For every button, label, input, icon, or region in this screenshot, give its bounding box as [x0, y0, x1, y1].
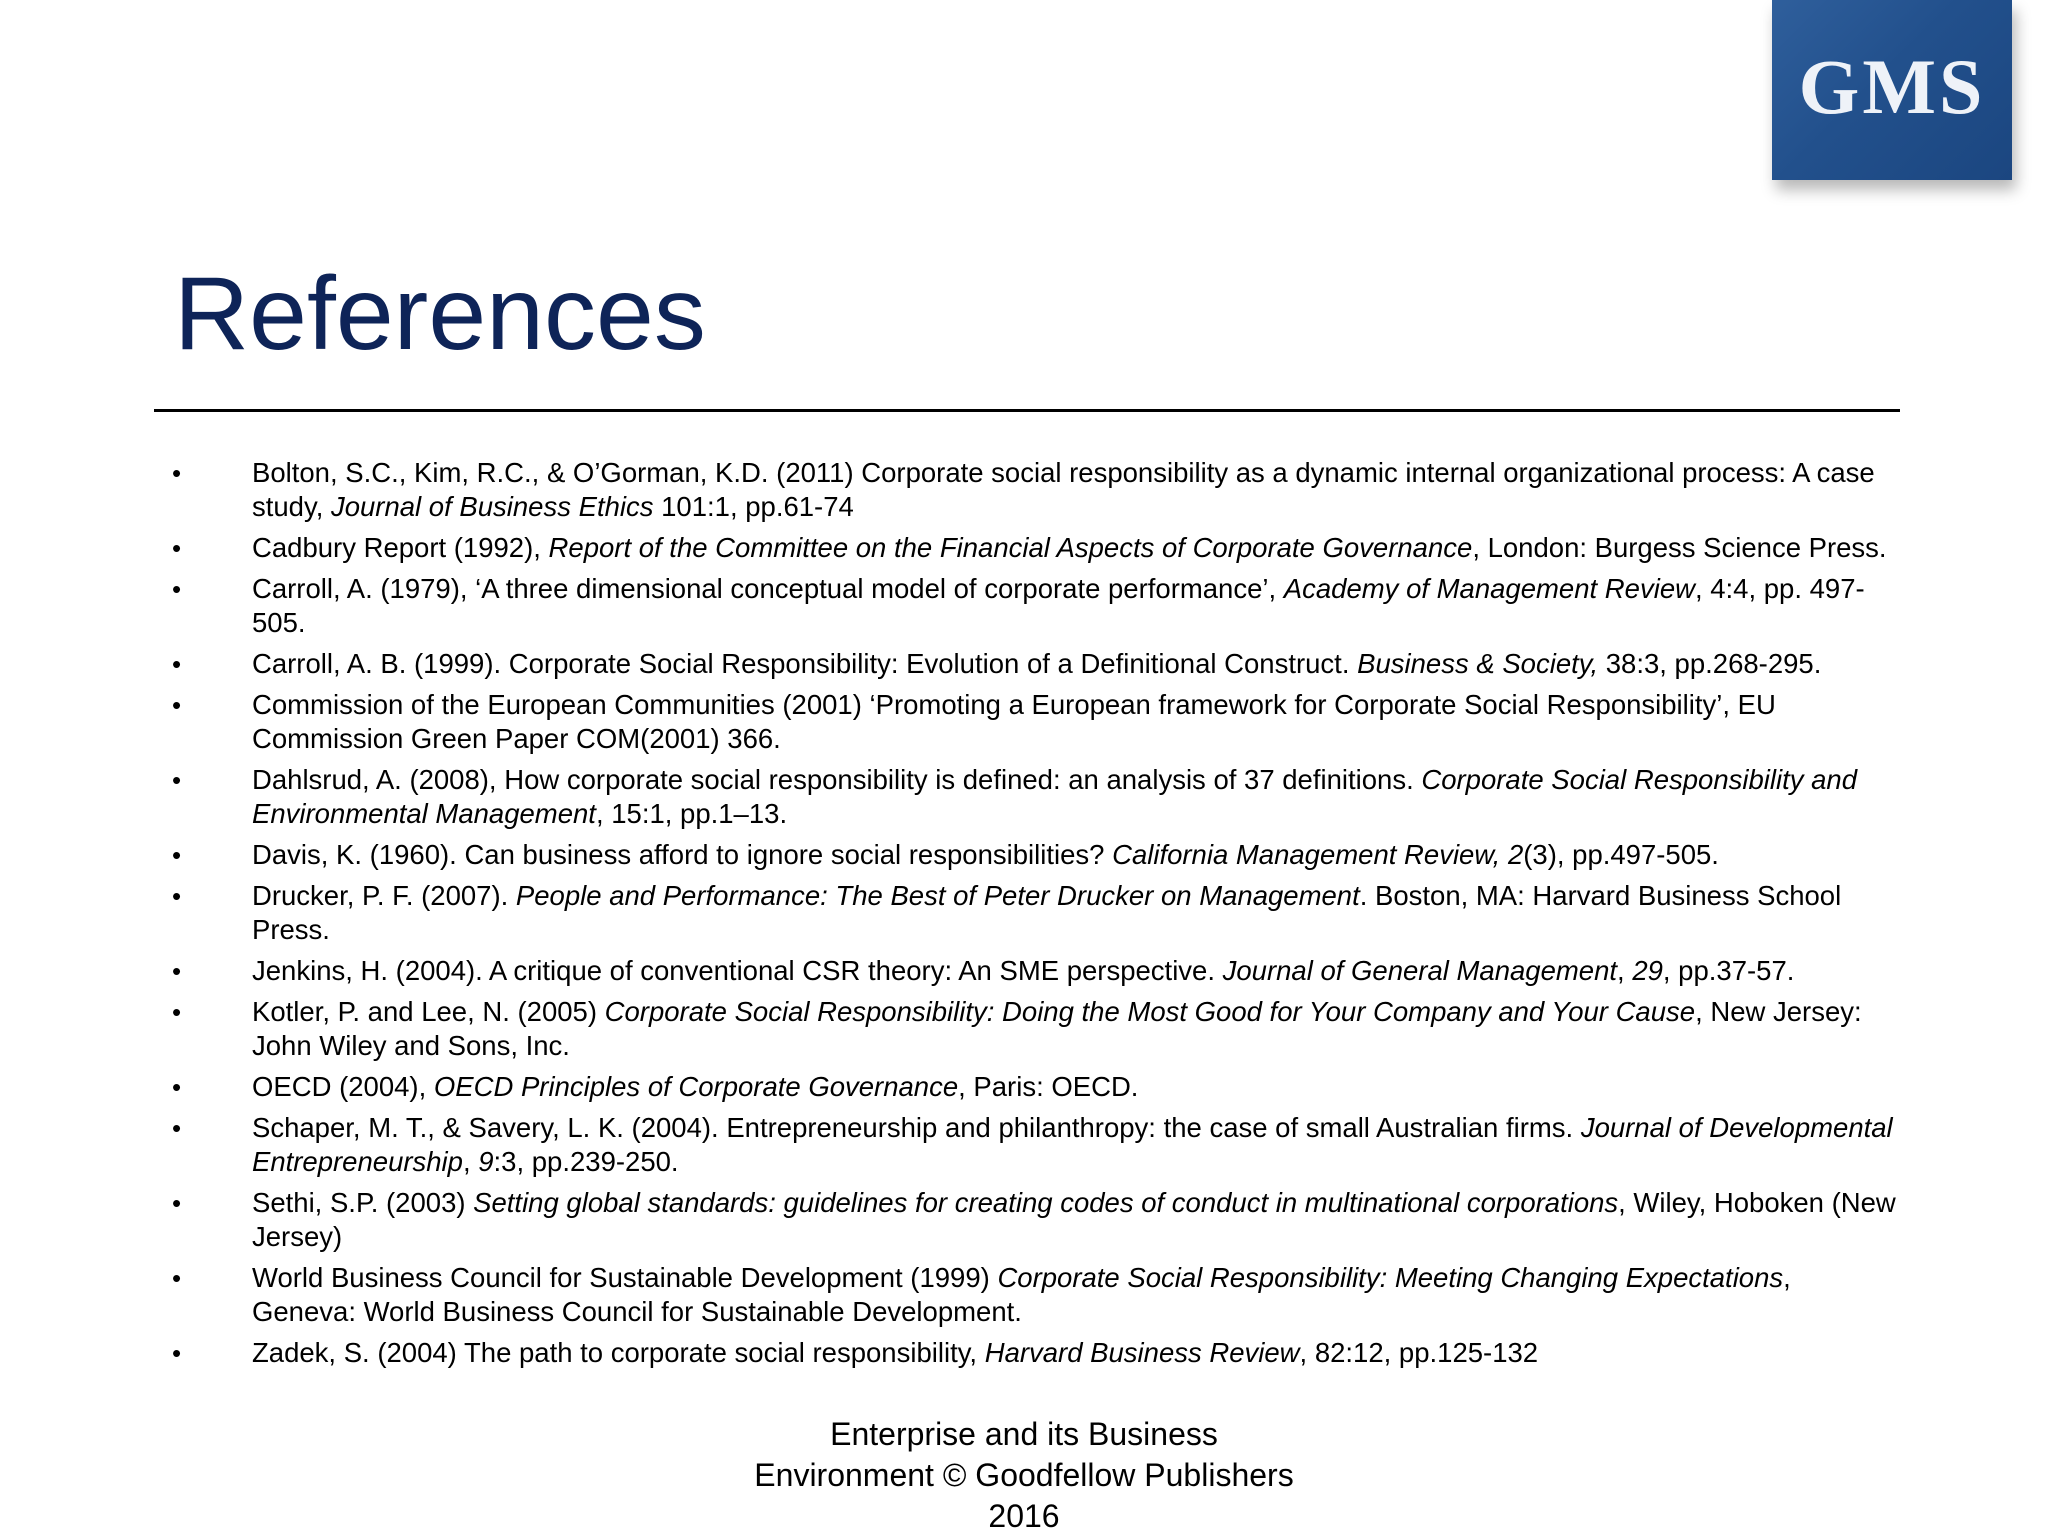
reference-italic-text: Corporate Social Responsibility: Doing the Most Good for Your Company and Your Cause — [604, 996, 1696, 1027]
reference-italic-text: People and Performance: The Best of Peter Drucker on Management — [515, 880, 1360, 911]
reference-text: . Boston, MA: Harvard Business School Press. — [252, 880, 1842, 945]
reference-text: 38:3, pp.268-295. — [1598, 648, 1822, 679]
gms-logo — [1772, 0, 2012, 180]
reference-item — [0, 763, 2048, 831]
bullet-icon: • — [172, 1188, 182, 1218]
footer — [0, 1414, 2048, 1537]
bullet-icon: • — [172, 533, 182, 563]
reference-item — [0, 879, 2048, 947]
reference-italic-text: Harvard Business Review — [984, 1337, 1300, 1368]
reference-text: Jenkins, H. (2004). A critique of conventional CSR theory: An SME perspective. — [252, 955, 1223, 986]
bullet-icon: • — [172, 1338, 182, 1368]
bullet-icon: • — [172, 1072, 182, 1102]
reference-text: (3), pp.497-505. — [1523, 839, 1719, 870]
reference-item — [0, 688, 2048, 756]
reference-italic-text: Journal of General Management — [1222, 955, 1618, 986]
reference-italic-text: Corporate Social Responsibility and Environmental Management — [252, 764, 1858, 829]
reference-item — [0, 1261, 2048, 1329]
bullet-icon: • — [172, 840, 182, 870]
reference-text: , — [1617, 955, 1633, 986]
reference-italic-text: Journal of Developmental Entrepreneurship — [252, 1112, 1893, 1177]
reference-list — [0, 456, 2048, 1377]
reference-item — [0, 531, 2048, 565]
bullet-icon: • — [172, 649, 182, 679]
reference-item — [0, 1336, 2048, 1370]
reference-text: , 82:12, pp.125-132 — [1299, 1337, 1539, 1368]
reference-text: , Paris: OECD. — [958, 1071, 1139, 1102]
bullet-icon: • — [172, 1263, 182, 1293]
title-divider — [154, 409, 1900, 412]
reference-text: OECD (2004), — [252, 1071, 434, 1102]
reference-text: World Business Council for Sustainable Development (1999) — [252, 1262, 998, 1293]
bullet-icon: • — [172, 765, 182, 795]
bullet-icon: • — [172, 881, 182, 911]
reference-text: Zadek, S. (2004) The path to corporate social responsibility, — [252, 1337, 985, 1368]
footer-line-1: Enterprise and its Business — [830, 1416, 1218, 1452]
reference-italic-text: Academy of Management Review — [1283, 573, 1695, 604]
reference-text: 101:1, pp.61-74 — [653, 491, 854, 522]
page-title: References — [174, 256, 706, 372]
reference-text: Bolton, S.C., Kim, R.C., & O’Gorman, K.D. (2011) Corporate social responsibility as a dynamic internal organizational process: A case study, — [252, 457, 1875, 522]
reference-item — [0, 995, 2048, 1063]
reference-item — [0, 456, 2048, 524]
reference-item — [0, 1186, 2048, 1254]
reference-item — [0, 572, 2048, 640]
reference-item — [0, 838, 2048, 872]
reference-italic-text: Journal of Business Ethics — [330, 491, 654, 522]
reference-text: , pp.37-57. — [1662, 955, 1795, 986]
reference-item — [0, 954, 2048, 988]
reference-text: , Geneva: World Business Council for Sustainable Development. — [252, 1262, 1791, 1327]
reference-text: Schaper, M. T., & Savery, L. K. (2004). Entrepreneurship and philanthropy: the case of small Australian firms. — [252, 1112, 1581, 1143]
reference-italic-text: Report of the Committee on the Financial Aspects of Corporate Governance — [548, 532, 1473, 563]
reference-italic-text: 9 — [478, 1146, 494, 1177]
reference-text: , New Jersey: John Wiley and Sons, Inc. — [252, 996, 1862, 1061]
bullet-icon: • — [172, 574, 182, 604]
bullet-icon: • — [172, 956, 182, 986]
footer-line-3: 2016 — [988, 1498, 1060, 1534]
bullet-icon: • — [172, 458, 182, 488]
reference-item — [0, 647, 2048, 681]
reference-text: , London: Burgess Science Press. — [1472, 532, 1887, 563]
reference-item — [0, 1111, 2048, 1179]
reference-text: Cadbury Report (1992), — [252, 532, 549, 563]
reference-text: Carroll, A. (1979), ‘A three dimensional conceptual model of corporate performance’, — [252, 573, 1284, 604]
bullet-icon: • — [172, 690, 182, 720]
reference-italic-text: California Management Review, 2 — [1112, 839, 1524, 870]
reference-text: Kotler, P. and Lee, N. (2005) — [252, 996, 605, 1027]
reference-italic-text: Setting global standards: guidelines for creating codes of conduct in multinational corporations — [473, 1187, 1619, 1218]
reference-text: Commission of the European Communities (2001) ‘Promoting a European framework for Corporate Social Responsibility’, EU Commission Green Paper COM(2001) 366. — [252, 689, 1776, 754]
logo-text: GMS — [1798, 43, 1986, 130]
reference-text: Sethi, S.P. (2003) — [252, 1187, 474, 1218]
bullet-icon: • — [172, 1113, 182, 1143]
footer-line-2: Environment © Goodfellow Publishers — [754, 1457, 1294, 1493]
reference-text: Davis, K. (1960). Can business afford to ignore social responsibilities? — [252, 839, 1113, 870]
reference-italic-text: Business & Society, — [1357, 648, 1599, 679]
reference-text: , Wiley, Hoboken (New Jersey) — [252, 1187, 1896, 1252]
bullet-icon: • — [172, 997, 182, 1027]
reference-italic-text: 29 — [1632, 955, 1663, 986]
reference-italic-text: Corporate Social Responsibility: Meeting Changing Expectations — [997, 1262, 1784, 1293]
reference-text: , 4:4, pp. 497-505. — [252, 573, 1865, 638]
reference-text: Carroll, A. B. (1999). Corporate Social Responsibility: Evolution of a Definitional Construct. — [252, 648, 1358, 679]
reference-text: , 15:1, pp.1–13. — [595, 798, 788, 829]
reference-text: Drucker, P. F. (2007). — [252, 880, 516, 911]
reference-text: :3, pp.239-250. — [493, 1146, 679, 1177]
reference-text: Dahlsrud, A. (2008), How corporate social responsibility is defined: an analysis of 37 definitions. — [252, 764, 1422, 795]
reference-italic-text: OECD Principles of Corporate Governance — [433, 1071, 959, 1102]
reference-text: , — [462, 1146, 479, 1177]
reference-item — [0, 1070, 2048, 1104]
